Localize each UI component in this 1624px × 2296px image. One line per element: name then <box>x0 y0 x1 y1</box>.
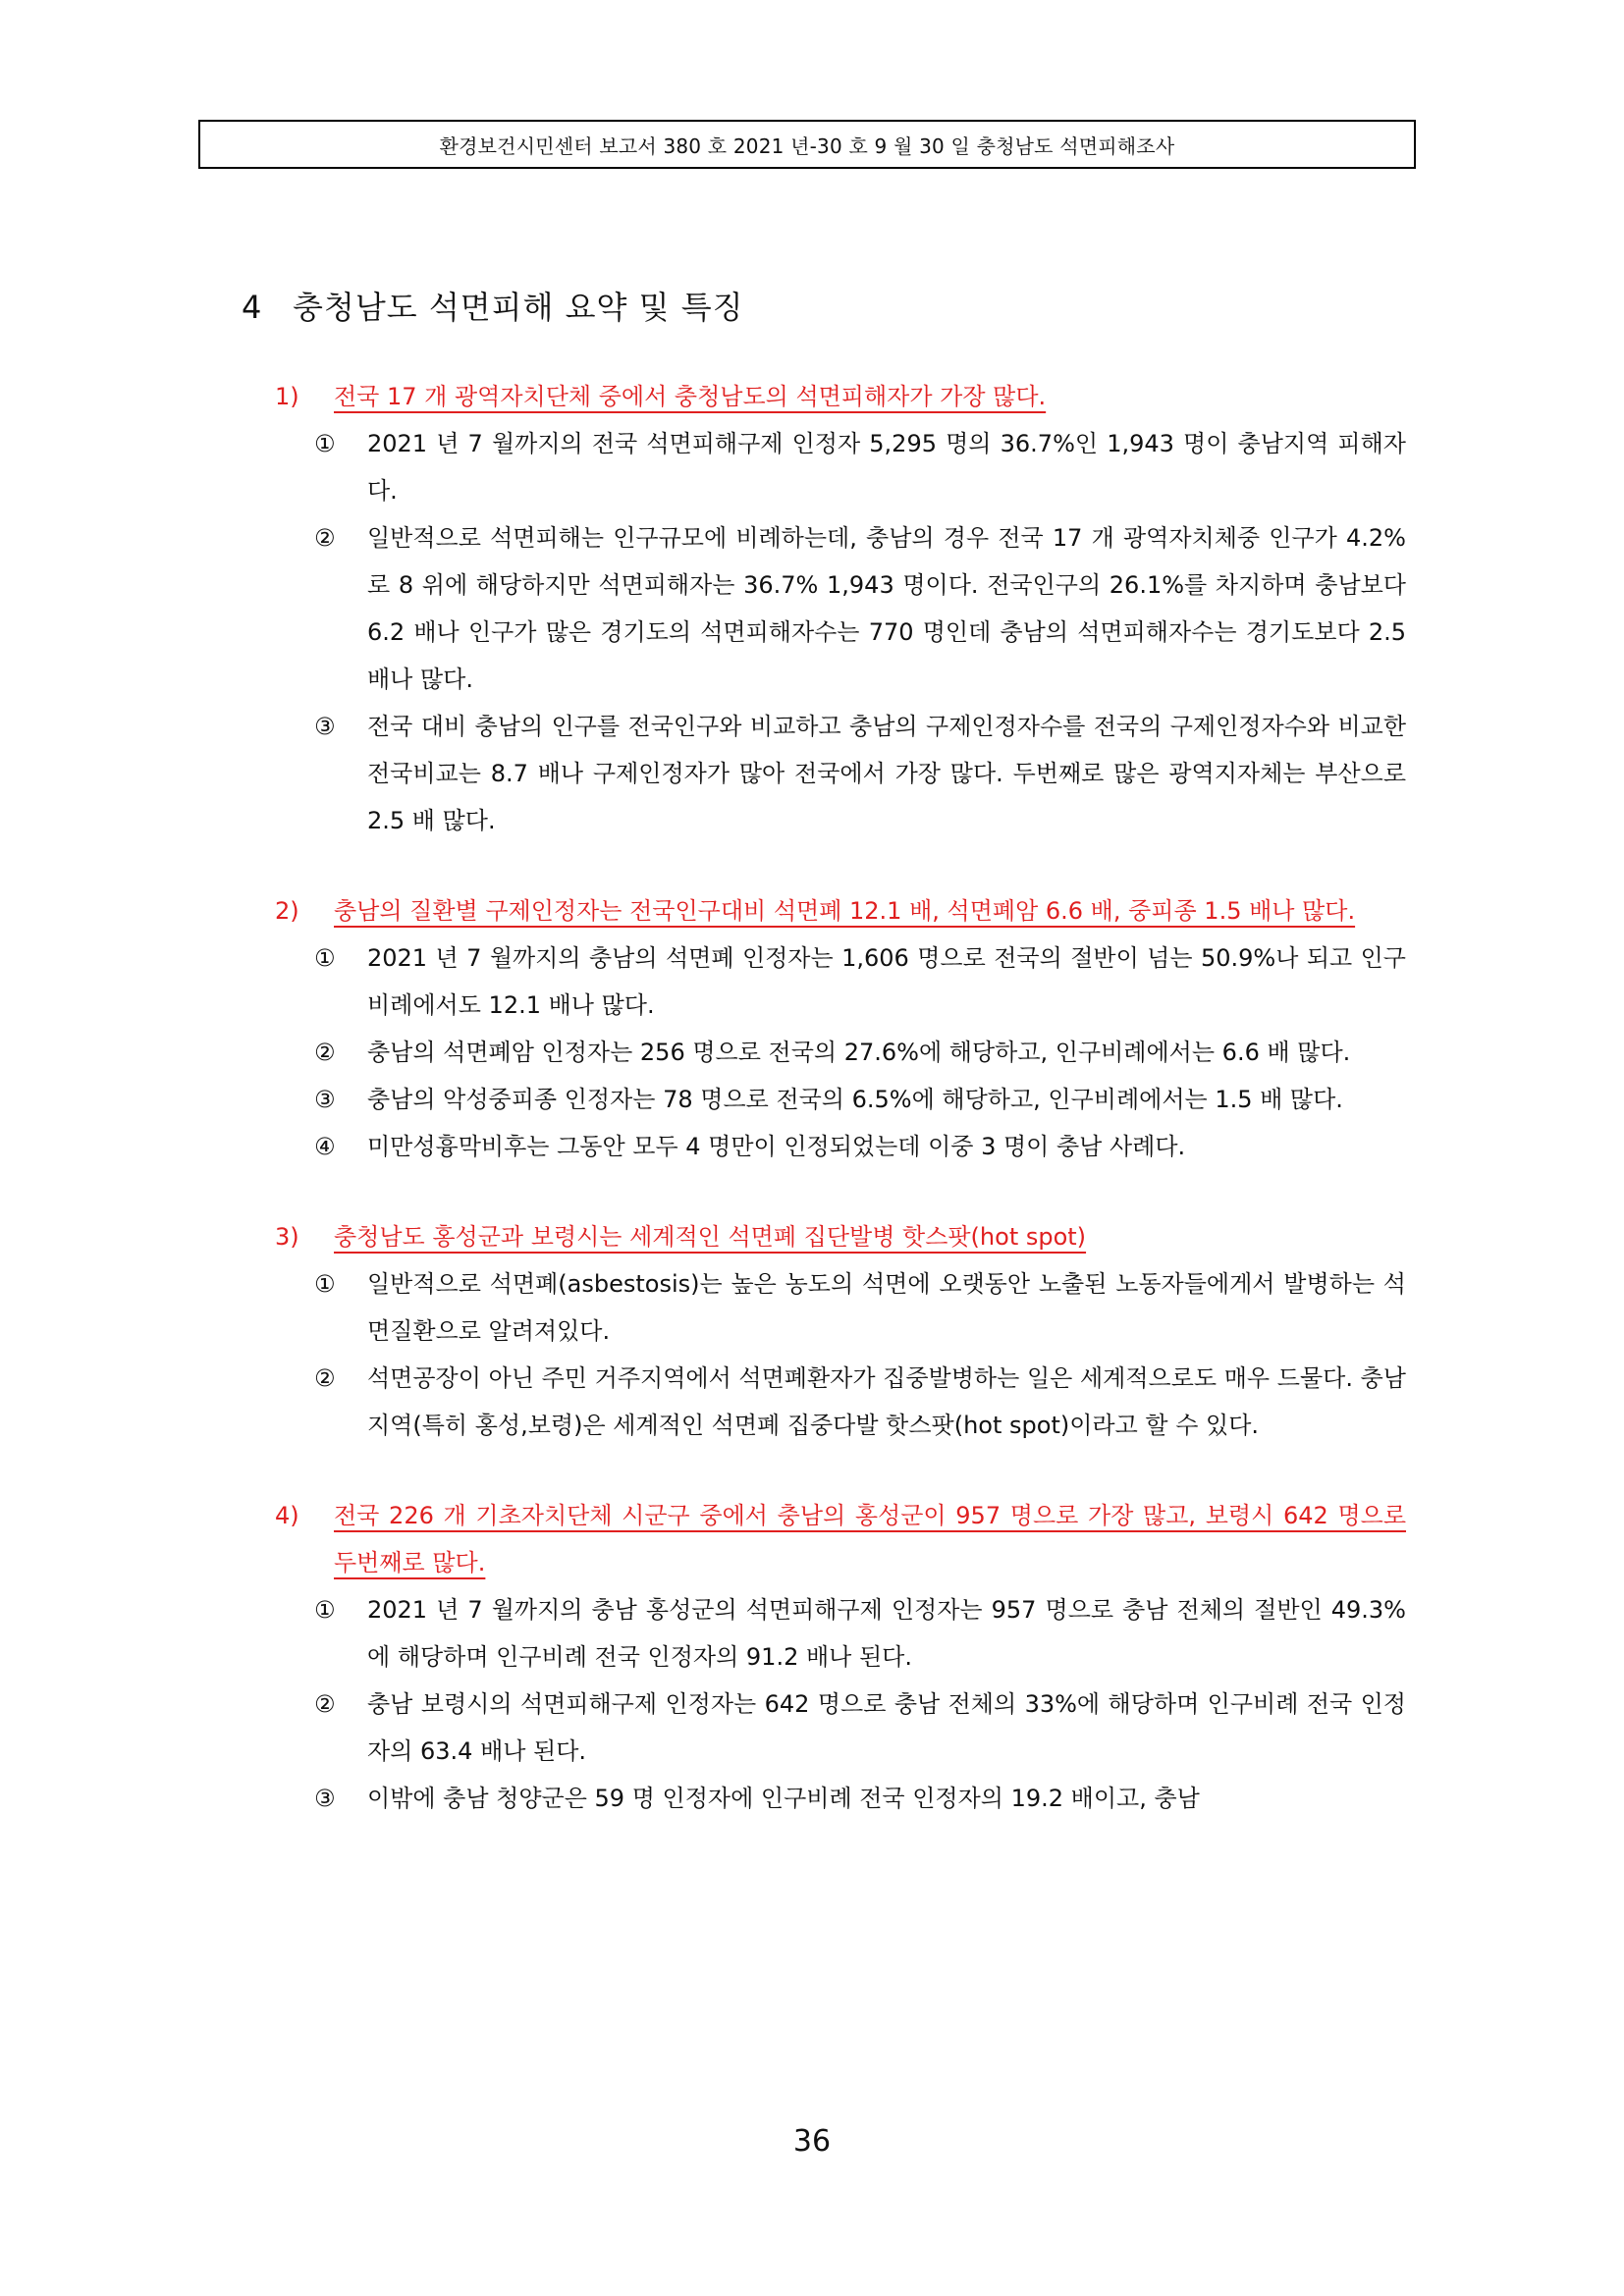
topic-1 <box>275 373 1406 844</box>
item-marker: ③ <box>314 1086 336 1113</box>
topic-number: 4) <box>275 1502 299 1529</box>
topic-4 <box>275 1492 1406 1822</box>
item-text: 전국 대비 충남의 인구를 전국인구와 비교하고 충남의 구제인정자수를 전국의 구제인정자수와 비교한 전국비교는 8.7 배나 구제인정자가 많아 전국에서 가장 많다. 두번째로 많은 광역지자체는 부산으로 2.5 배 많다. <box>367 713 1406 834</box>
topic-title: 전국 226 개 기초자치단체 시군구 중에서 충남의 홍성군이 957 명으로 가장 많고, 보령시 642 명으로 두번째로 많다. <box>334 1502 1407 1576</box>
list-item <box>314 420 1406 514</box>
topic-heading <box>275 1213 1406 1260</box>
item-text: 충남의 악성중피종 인정자는 78 명으로 전국의 6.5%에 해당하고, 인구비례에서는 1.5 배 많다. <box>367 1086 1343 1113</box>
list-item <box>314 703 1406 844</box>
topic-heading <box>275 373 1406 420</box>
list-item <box>314 514 1406 703</box>
item-marker: ② <box>314 1039 336 1066</box>
item-text: 이밖에 충남 청양군은 59 명 인정자에 인구비례 전국 인정자의 19.2 배이고, 충남 <box>367 1785 1200 1812</box>
list-item <box>314 1681 1406 1775</box>
section-number: 4 <box>242 289 263 326</box>
item-text: 일반적으로 석면피해는 인구규모에 비례하는데, 충남의 경우 전국 17 개 광역자치체중 인구가 4.2%로 8 위에 해당하지만 석면피해자는 36.7% 1,943 명이다. 전국인구의 26.1%를 차지하며 충남보다 6.2 배나 인구가 많은 경기도의 석면피해자수는 770 명인데 충남의 석면피해자수는 경기도보다 2.5 배나 많다. <box>367 524 1406 693</box>
list-item <box>314 1355 1406 1449</box>
item-marker: ③ <box>314 713 336 740</box>
list-item <box>314 1586 1406 1681</box>
topic-heading <box>275 1492 1406 1586</box>
page-number: 36 <box>792 2124 832 2159</box>
item-text: 충남 보령시의 석면피해구제 인정자는 642 명으로 충남 전체의 33%에 해당하며 인구비례 전국 인정자의 63.4 배나 된다. <box>367 1690 1406 1765</box>
list-item <box>314 1123 1406 1170</box>
topic-heading <box>275 887 1406 934</box>
item-text: 충남의 석면폐암 인정자는 256 명으로 전국의 27.6%에 해당하고, 인구비례에서는 6.6 배 많다. <box>367 1039 1351 1066</box>
item-text: 석면공장이 아닌 주민 거주지역에서 석면폐환자가 집중발병하는 일은 세계적으로도 매우 드물다. 충남지역(특히 홍성,보령)은 세계적인 석면폐 집중다발 핫스팟(hot spot)이라고 할 수 있다. <box>367 1364 1406 1439</box>
item-text: 일반적으로 석면폐(asbestosis)는 높은 농도의 석면에 오랫동안 노출된 노동자들에게서 발병하는 석면질환으로 알려져있다. <box>367 1270 1406 1345</box>
topic-2 <box>275 887 1406 1170</box>
section-title-text: 충청남도 석면피해 요약 및 특징 <box>293 289 744 326</box>
item-text: 2021 년 7 월까지의 충남 홍성군의 석면피해구제 인정자는 957 명으로 충남 전체의 절반인 49.3%에 해당하며 인구비례 전국 인정자의 91.2 배나 된다. <box>367 1596 1406 1671</box>
item-marker: ① <box>314 1596 336 1624</box>
topic-number: 1) <box>275 383 299 410</box>
item-marker: ④ <box>314 1133 336 1160</box>
list-item <box>314 1029 1406 1076</box>
list-item <box>314 1260 1406 1355</box>
section-title <box>242 283 744 328</box>
item-marker: ② <box>314 1364 336 1392</box>
item-marker: ② <box>314 1690 336 1718</box>
item-text: 미만성흉막비후는 그동안 모두 4 명만이 인정되었는데 이중 3 명이 충남 사례다. <box>367 1133 1186 1160</box>
report-header <box>198 120 1416 169</box>
topic-title: 충청남도 홍성군과 보령시는 세계적인 석면폐 집단발병 핫스팟(hot spot) <box>334 1223 1087 1251</box>
topic-title: 충남의 질환별 구제인정자는 전국인구대비 석면폐 12.1 배, 석면폐암 6.6 배, 중피종 1.5 배나 많다. <box>334 897 1356 925</box>
item-marker: ① <box>314 944 336 972</box>
topic-title: 전국 17 개 광역자치단체 중에서 충청남도의 석면피해자가 가장 많다. <box>334 383 1047 410</box>
list-item <box>314 1076 1406 1123</box>
item-marker: ① <box>314 1270 336 1298</box>
item-text: 2021 년 7 월까지의 전국 석면피해구제 인정자 5,295 명의 36.7%인 1,943 명이 충남지역 피해자다. <box>367 430 1406 505</box>
summary-content <box>275 373 1406 1865</box>
item-marker: ③ <box>314 1785 336 1812</box>
item-text: 2021 년 7 월까지의 충남의 석면폐 인정자는 1,606 명으로 전국의 절반이 넘는 50.9%나 되고 인구비례에서도 12.1 배나 많다. <box>367 944 1406 1019</box>
item-marker: ① <box>314 430 336 457</box>
topic-number: 3) <box>275 1223 299 1251</box>
item-marker: ② <box>314 524 336 552</box>
list-item <box>314 934 1406 1029</box>
report-header-text: 환경보건시민센터 보고서 380 호 2021 년-30 호 9 월 30 일 충청남도 석면피해조사 <box>439 133 1175 158</box>
topic-3 <box>275 1213 1406 1449</box>
topic-number: 2) <box>275 897 299 925</box>
list-item <box>314 1775 1406 1822</box>
